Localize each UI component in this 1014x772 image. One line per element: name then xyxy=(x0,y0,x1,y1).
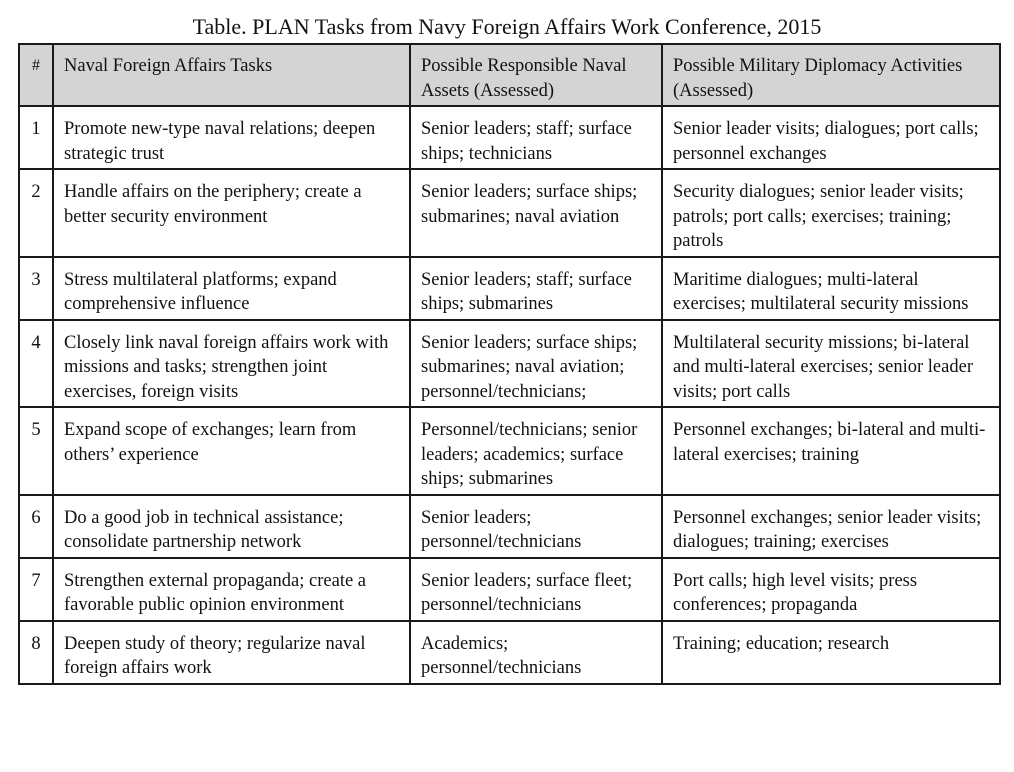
row-number: 4 xyxy=(19,320,53,408)
assets-cell: Senior leaders; surface fleet; personnel/technicians xyxy=(410,558,662,621)
table-row xyxy=(19,106,1000,169)
row-number: 2 xyxy=(19,169,53,257)
task-cell: Handle affairs on the periphery; create a better security environment xyxy=(53,169,410,257)
activities-cell: Port calls; high level visits; press conferences; propaganda xyxy=(662,558,1000,621)
table-row xyxy=(19,320,1000,408)
task-cell: Do a good job in technical assistance; consolidate partnership network xyxy=(53,495,410,558)
row-number: 5 xyxy=(19,407,53,495)
row-number: 3 xyxy=(19,257,53,320)
plan-tasks-table xyxy=(18,43,1001,685)
table-row xyxy=(19,495,1000,558)
task-cell: Expand scope of exchanges; learn from others’ experience xyxy=(53,407,410,495)
header-tasks: Naval Foreign Affairs Tasks xyxy=(53,44,410,106)
assets-cell: Senior leaders; staff; surface ships; submarines xyxy=(410,257,662,320)
row-number: 6 xyxy=(19,495,53,558)
task-cell: Promote new-type naval relations; deepen strategic trust xyxy=(53,106,410,169)
task-cell: Strengthen external propaganda; create a favorable public opinion environment xyxy=(53,558,410,621)
table-caption: Table. PLAN Tasks from Navy Foreign Affairs Work Conference, 2015 xyxy=(192,14,822,39)
task-cell: Closely link naval foreign affairs work with missions and tasks; strengthen joint exercises, foreign visits xyxy=(53,320,410,408)
activities-cell: Multilateral security missions; bi-lateral and multi-lateral exercises; senior leader visits; port calls xyxy=(662,320,1000,408)
activities-cell: Maritime dialogues; multi-lateral exercises; multilateral security missions xyxy=(662,257,1000,320)
header-row xyxy=(19,44,1000,106)
row-number: 7 xyxy=(19,558,53,621)
activities-cell: Security dialogues; senior leader visits; patrols; port calls; exercises; training; patrols xyxy=(662,169,1000,257)
assets-cell: Academics; personnel/technicians xyxy=(410,621,662,684)
row-number: 1 xyxy=(19,106,53,169)
activities-cell: Personnel exchanges; bi-lateral and multi-lateral exercises; training xyxy=(662,407,1000,495)
activities-cell: Senior leader visits; dialogues; port calls; personnel exchanges xyxy=(662,106,1000,169)
row-number: 8 xyxy=(19,621,53,684)
assets-cell: Senior leaders; surface ships; submarines; naval aviation; personnel/technicians; xyxy=(410,320,662,408)
assets-cell: Senior leaders; personnel/technicians xyxy=(410,495,662,558)
task-cell: Deepen study of theory; regularize naval foreign affairs work xyxy=(53,621,410,684)
table-body xyxy=(19,106,1000,684)
header-number: # xyxy=(19,44,53,106)
assets-cell: Senior leaders; surface ships; submarines; naval aviation xyxy=(410,169,662,257)
table-row xyxy=(19,169,1000,257)
table-row xyxy=(19,621,1000,684)
table-row xyxy=(19,407,1000,495)
task-cell: Stress multilateral platforms; expand comprehensive influence xyxy=(53,257,410,320)
table-row xyxy=(19,558,1000,621)
assets-cell: Senior leaders; staff; surface ships; technicians xyxy=(410,106,662,169)
table-header xyxy=(19,44,1000,106)
activities-cell: Personnel exchanges; senior leader visits; dialogues; training; exercises xyxy=(662,495,1000,558)
activities-cell: Training; education; research xyxy=(662,621,1000,684)
table-row xyxy=(19,257,1000,320)
header-activities: Possible Military Diplomacy Activities (Assessed) xyxy=(662,44,1000,106)
header-assets: Possible Responsible Naval Assets (Assessed) xyxy=(410,44,662,106)
assets-cell: Personnel/technicians; senior leaders; academics; surface ships; submarines xyxy=(410,407,662,495)
